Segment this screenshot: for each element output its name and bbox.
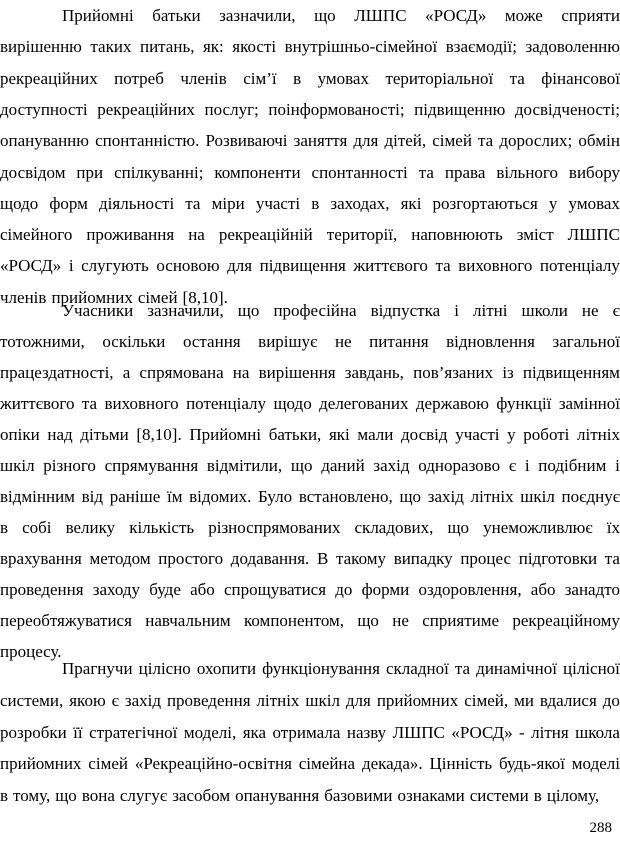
word: даний [321,456,365,475]
word: Прийомні [62,6,134,25]
word: таких [90,37,132,57]
word: рекреаційній [218,225,313,245]
word: сімей [137,287,178,307]
word: Цінність [429,754,493,774]
text-line [0,220,620,250]
word: шкіл [0,456,35,475]
word: цілісно [138,659,191,678]
word: поінформованості; [268,99,405,119]
word: сімейного [0,225,73,245]
word: школи [521,301,568,320]
word: ЛШПС [567,225,620,245]
word: одноразово [418,456,501,475]
word: від [81,487,104,506]
page-number: 288 [589,820,612,836]
word: моделі, [183,722,237,742]
word: та [509,68,525,88]
word: «Рекреаційно-освітня [134,754,292,774]
word: охопити [196,659,257,678]
word: та [478,131,494,151]
word: в [311,193,320,213]
word: Прийомні [189,425,262,444]
word: та [435,256,451,276]
text-line [0,358,620,388]
word: наповнюють [411,225,503,245]
word: які [328,425,350,444]
word: занадто [564,580,620,599]
word: сімей [432,131,472,151]
text-line [0,513,620,543]
word: для [345,690,371,710]
word: що [55,786,77,806]
word: спонтанністю. [95,131,200,151]
word: до [335,580,353,599]
word: навчальним [145,611,231,630]
word: її [73,722,83,742]
text-line [62,296,620,326]
word: дорослих; [499,131,573,151]
word: життєвого [0,394,75,413]
word: спрямування [104,456,199,475]
word: літні [472,301,508,320]
word: вільного [496,162,558,182]
word: завдань, [344,363,404,382]
word: питання [369,332,429,351]
word: в [0,786,9,806]
word: складної [385,659,449,678]
word: та [604,549,620,568]
word: на [232,363,250,382]
text-line [0,327,620,357]
text-line [62,1,620,31]
word: є [508,456,517,475]
word: до [602,690,620,710]
word: заняття [293,131,348,151]
word: заходу [92,580,141,599]
word: або [530,580,556,599]
word: літня [531,722,569,742]
word: відновлення [446,332,535,351]
word: підготовки [518,549,598,568]
word: методом [89,549,151,568]
word: форм [49,193,88,213]
word: проживання [86,225,175,245]
word: щодо [0,193,39,213]
word: прийомних [0,754,82,774]
word: умовах [568,193,620,213]
word: що [447,518,470,537]
word: і [524,456,530,475]
word: вирішенню [0,37,82,57]
text-line [0,95,620,125]
text-line [0,451,620,481]
word: Учасники [62,301,134,320]
text-line [0,781,620,811]
text-line [0,606,620,636]
word: захід [373,456,410,475]
word: динамічної [476,659,557,678]
word: слугують [81,256,149,276]
text-line [0,64,620,94]
word: подібним [538,456,607,475]
word: системи, [0,690,64,710]
word: батьки, [268,425,322,444]
word: пов’язаних [413,363,494,382]
word: є [612,301,620,320]
word: не [392,611,409,630]
word: зміст [516,225,554,245]
word: що [237,301,260,320]
word: у [548,193,558,213]
word: може [504,6,543,25]
word: прийомних [376,690,459,710]
word: роботі [523,425,570,444]
word: які [400,193,422,213]
word: професійна [273,301,357,320]
word: сімей, [464,690,509,710]
word: та [185,193,201,213]
text-line [0,189,620,219]
word: літніх [470,487,514,506]
word: території, [326,225,398,245]
word: школа [575,722,620,742]
word: декада». [361,754,423,774]
word: кількість [129,518,195,537]
text-line [0,158,620,188]
word: при [76,162,104,182]
word: права [444,162,486,182]
word: і [68,256,74,276]
word: слугує [119,786,168,806]
word: велику [65,518,116,537]
word: підвищення [259,256,346,276]
word: простого [158,549,224,568]
word: фінансової [541,68,620,88]
word: сім’ї [243,68,277,88]
word: щодо [273,394,312,413]
word: назву [346,722,387,742]
word: проведення [166,690,251,710]
word: із [502,363,514,382]
word: підвищенням [522,363,620,382]
word: розгортаються [432,193,538,213]
word: і [454,301,459,320]
word: тотожними, [0,332,85,351]
word: рекреаційних [0,68,98,88]
word: внутрішньо-сімейної [284,37,438,57]
word: дітьми [80,425,129,444]
word: вирішення [258,363,336,382]
word: у [507,425,516,444]
text-line [0,32,620,62]
word: зазначили, [147,301,224,320]
word: підвищенню [414,99,506,119]
word: буде [149,580,181,599]
word: базовими [324,786,393,806]
word: заходах, [330,193,390,213]
word: сприятиме [422,611,500,630]
word: якою [69,690,106,710]
word: оздоровлення, [418,580,522,599]
word: потреб [114,68,164,88]
word: Прагнучи [62,659,133,678]
word: для [353,131,379,151]
word: що [314,6,336,25]
word: відмітили, [206,456,283,475]
word: основою [156,256,220,276]
word: шкіл [305,690,340,710]
word: мали [357,425,394,444]
word: різного [43,456,96,475]
word: сімей [88,754,128,774]
word: або [190,580,215,599]
word: В [316,549,329,568]
text-line [0,482,620,512]
word: досвід [401,425,448,444]
word: участі [455,425,500,444]
word: зазначили, [219,6,296,25]
word: вибору [568,162,620,182]
word: різноспрямованих [208,518,341,537]
word: форми [361,580,410,599]
word: послуг; [204,99,259,119]
text-line [0,420,620,450]
word: рекреаційних [97,99,195,119]
word: собі [22,518,52,537]
word: [8,10]. [136,425,182,444]
word: сімейна [298,754,356,774]
word: ознаками [397,786,465,806]
word: доступності [0,99,88,119]
text-line [62,654,620,684]
word: сприяти [561,6,620,25]
text-line [0,718,620,748]
word: врахування [0,549,82,568]
word: дітей, [384,131,427,151]
word: компонентом, [243,611,345,630]
text-line [0,575,620,605]
word: ЛШПС [354,6,407,25]
word: переобтяжуватися [0,611,132,630]
word: спілкуванні; [114,162,204,182]
word: спрощуватися [224,580,327,599]
word: «РОСД» [0,256,62,276]
word: ЛШПС [392,722,445,742]
word: не [581,301,599,320]
word: відпустка [370,301,441,320]
word: державою [415,394,489,413]
word: опіки [0,425,40,444]
word: потенціалу [186,394,267,413]
word: шкіл [520,487,555,506]
word: їх [606,518,620,537]
word: а [122,363,131,382]
word: цілісної [563,659,620,678]
text-line [0,251,620,281]
word: розробки [0,722,67,742]
text-line [0,544,620,574]
word: обмін [578,131,620,151]
word: і [615,456,620,475]
word: проведення [0,580,84,599]
word: раніше [109,487,161,506]
word: захід [427,487,464,506]
word: загальної [552,332,620,351]
word: потенціалу [539,256,620,276]
word: відомих. [189,487,252,506]
word: питань, [139,37,195,57]
word: досвідченості; [514,99,620,119]
word: будь-якої [499,754,565,774]
word: працездатності, [0,363,114,382]
word: для [227,256,253,276]
word: літніх [256,690,300,710]
word: є [111,690,119,710]
word: відмінним [0,487,75,506]
word: засобом [172,786,231,806]
word: членів [0,287,47,307]
word: задоволенню [525,37,620,57]
word: що [290,456,313,475]
word: вона [81,786,115,806]
word: цілому, [546,786,600,806]
word: процесу. [0,642,62,661]
word: унеможливлює [483,518,593,537]
word: такому [335,549,386,568]
word: вирішує [258,332,318,351]
word: опанування [235,786,320,806]
word: рекреаційному [512,611,620,630]
word: їм [166,487,183,506]
word: яка [242,722,267,742]
word: виховного [104,394,179,413]
word: Розвиваючі [205,131,288,151]
word: членів [180,68,227,88]
word: в [293,68,302,88]
word: як: [202,37,224,57]
word: оскільки [102,332,166,351]
text-line [0,686,620,716]
word: системи [469,786,529,806]
word: що [399,487,422,506]
word: випадку [393,549,453,568]
word: ми [514,690,534,710]
word: на [188,225,205,245]
word: компоненти [214,162,301,182]
word: умовах [317,68,369,88]
word: прийомних [51,287,133,307]
word: спрямована [139,363,224,382]
word: вдалися [539,690,597,710]
word: спонтанності [311,162,408,182]
word: якості [232,37,277,57]
word: поєднує [561,487,620,506]
word: складових, [354,518,434,537]
word: додавання. [230,549,310,568]
word: в [533,786,542,806]
word: опануванню [0,131,89,151]
word: стратегічної [89,722,178,742]
word: літніх [577,425,620,444]
word: захід [124,690,161,710]
word: та [454,659,471,678]
text-line [0,126,620,156]
word: та [81,394,98,413]
word: в [0,518,9,537]
text-line [0,749,620,779]
word: функції [496,394,552,413]
word: територіальної [385,68,494,88]
word: виховного [458,256,533,276]
word: батьки [152,6,201,25]
word: що [357,611,379,630]
word: та [418,162,434,182]
word: [8,10]. [182,287,228,307]
word: «РОСД» [425,6,487,25]
word: функціонування [262,659,380,678]
word: остання [182,332,241,351]
word: досвідом [0,162,66,182]
word: не [334,332,352,351]
word: життєвого [353,256,428,276]
word: встановлено, [298,487,393,506]
word: - [519,722,525,742]
word: «РОСД» [451,722,513,742]
word: взаємодії; [445,37,517,57]
word: Було [258,487,293,506]
word: моделі [571,754,620,774]
word: процес [460,549,512,568]
word: над [47,425,73,444]
word: отримала [272,722,341,742]
word: тому, [13,786,51,806]
word: діяльності [99,193,175,213]
word: замінної [558,394,620,413]
word: делегованих [319,394,409,413]
word: участі [255,193,301,213]
text-line [0,389,620,419]
word: міри [211,193,245,213]
